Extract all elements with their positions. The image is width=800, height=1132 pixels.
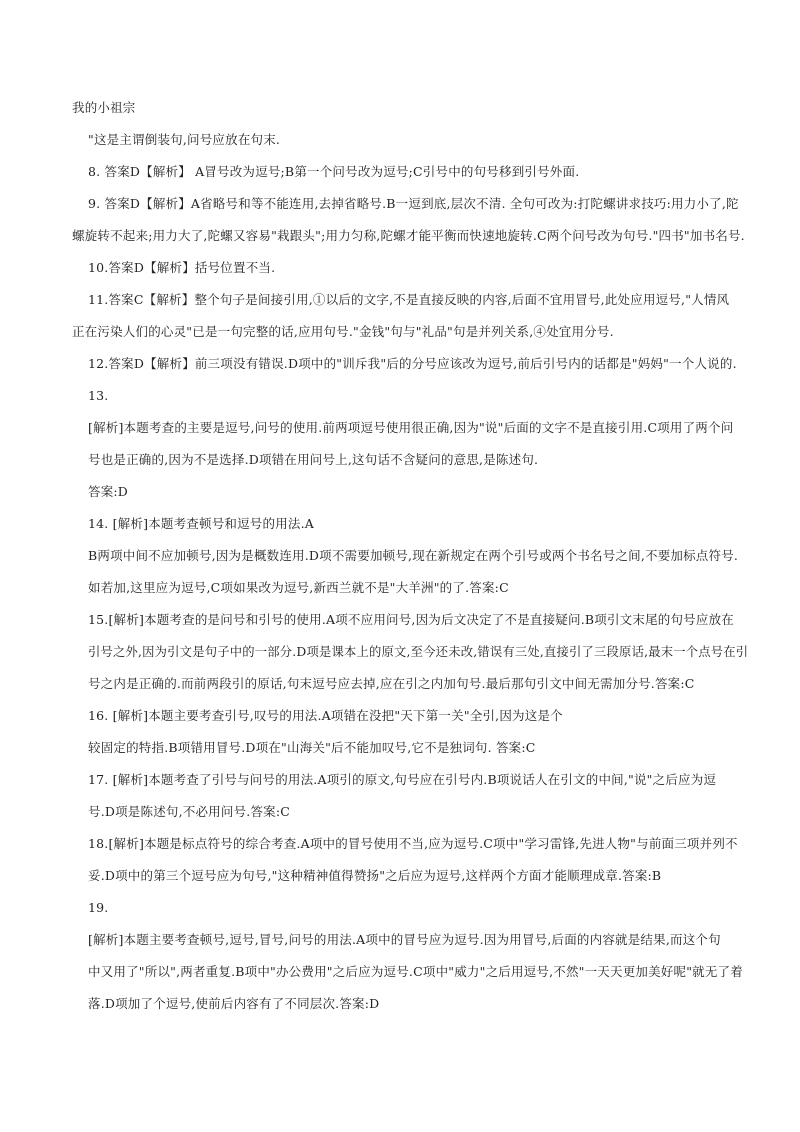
text-line: 中又用了"所以",两者重复.B项中"办公费用"之后应为逗号.C项中"威力"之后用逗号,不然"一天天更加美好呢"就无了着: [88, 964, 743, 979]
text-line: 我的小祖宗: [72, 100, 136, 115]
text-line: 14. [解析]本题考查顿号和逗号的用法.A: [88, 516, 315, 531]
text-line: 11.答案C【解析】整个句子是间接引用,①以后的文字,不是直接反映的内容,后面不宜用冒号,此处应用逗号,"人情风: [88, 292, 730, 307]
text-line: 答案:D: [88, 484, 129, 499]
text-line: 12.答案D【解析】前三项没有错误.D项中的"训斥我"后的分号应该改为逗号,前后引号内的话都是"妈妈"一个人说的.: [88, 356, 737, 371]
text-line: 号也是正确的,因为不是选择.D项错在用问号上,这句话不含疑问的意思,是陈述句.: [88, 452, 539, 467]
text-line: 18.[解析]本题是标点符号的综合考查.A项中的冒号使用不当,应为逗号.C项中"学习雷锋,先进人物"与前面三项并列不: [88, 836, 738, 851]
text-line: [解析]本题主要考查顿号,逗号,冒号,问号的用法.A项中的冒号应为逗号.因为用冒号,后面的内容就是结果,而这个句: [88, 932, 721, 947]
text-line: 正在污染人们的心灵"已是一句完整的话,应用句号."金钱"句与"礼品"句是并列关系,④处宜用分号.: [72, 324, 614, 339]
text-line: 号.D项是陈述句,不必用问号.答案:C: [88, 804, 291, 819]
text-line: 较固定的特指.B项错用冒号.D项在"山海关"后不能加叹号,它不是独词句. 答案:C: [88, 740, 536, 755]
text-line: "这是主谓倒装句,问号应放在句末.: [88, 132, 281, 147]
text-line: 13.: [88, 388, 109, 403]
text-line: 17. [解析]本题考查了引号与问号的用法.A项引的原文,句号应在引号内.B项说话人在引文的中间,"说"之后应为逗: [88, 772, 717, 787]
text-line: 妥.D项中的第三个逗号应为句号,"这种精神值得赞扬"之后应为逗号,这样两个方面才能顺理成章.答案:B: [88, 868, 662, 883]
text-line: 19.: [88, 900, 109, 915]
text-line: 引号之外,因为引文是句子中的一部分.D项是课本上的原文,至今还未改,错误有三处,直接引了三段原话,最末一个点号在引: [88, 644, 749, 659]
text-line: 8. 答案D【解析】 A冒号改为逗号;B第一个问号改为逗号;C引号中的句号移到引号外面.: [88, 164, 580, 179]
text-line: 9. 答案D【解析】A省略号和等不能连用,去掉省略号.B一逗到底,层次不清. 全句可改为:打陀螺讲求技巧:用力小了,陀: [88, 196, 739, 211]
text-line: 15.[解析]本题考查的是问号和引号的使用.A项不应用问号,因为后文决定了不是直接疑问.B项引文末尾的句号应放在: [88, 612, 734, 627]
text-line: 10.答案D【解析】括号位置不当.: [88, 260, 276, 275]
text-line: [解析]本题考查的主要是逗号,问号的使用.前两项逗号使用很正确,因为"说"后面的文字不是直接引用.C项用了两个问: [88, 420, 734, 435]
text-line: 如若加,这里应为逗号,C项如果改为逗号,新西兰就不是"大羊洲"的了.答案:C: [88, 580, 509, 595]
text-line: 16. [解析]本题主要考查引号,叹号的用法.A项错在没把"天下第一关"全引,因为这是个: [88, 708, 563, 723]
text-line: 号之内是正确的.而前两段引的原话,句末逗号应去掉,应在引之内加句号.最后那句引文中间无需加分号.答案:C: [88, 676, 695, 691]
text-line: 螺旋转不起来;用力大了,陀螺又容易"栽跟头";用力匀称,陀螺才能平衡而快速地旋转.C两个问号改为句号."四书"加书名号.: [72, 228, 745, 243]
text-line: B两项中间不应加顿号,因为是概数连用.D项不需要加顿号,现在新规定在两个引号或两个书名号之间,不要加标点符号.: [88, 548, 739, 563]
text-line: 落.D项加了个逗号,使前后内容有了不同层次.答案:D: [88, 996, 380, 1011]
